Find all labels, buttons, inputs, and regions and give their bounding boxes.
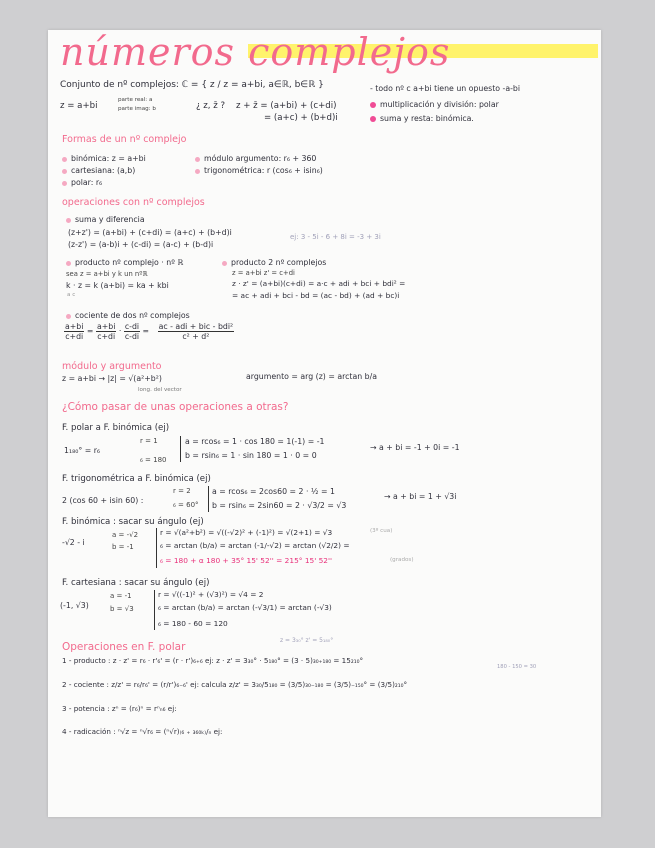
p3-r: r = √(a²+b²) = √((-√2)² + (-1)²) = √(2+1) = √3	[160, 528, 333, 537]
frac-4	[158, 322, 235, 341]
p1-result: → a + bi = -1 + 0i = -1	[370, 443, 460, 452]
prod-num-note: a c	[67, 292, 76, 298]
p1-b: b = rsin₆ = 1 · sin 180 = 1 · 0 = 0	[185, 451, 317, 460]
polar-potencia: 3 - potencia : zⁿ = (r₆)ⁿ = rⁿₙ₆ ej:	[62, 704, 177, 713]
bullet-icon	[62, 169, 67, 174]
forma-modulo-text: módulo argumento: r₆ + 360	[204, 154, 317, 163]
operaciones-heading: operaciones con nº complejos	[62, 197, 205, 208]
note-mult	[370, 100, 499, 109]
p3-r-note: (3º cua)	[370, 528, 393, 534]
frac-4-num: ac - adi + bic - bdi²	[158, 322, 234, 331]
note-mult-text: multiplicación y división: polar	[380, 100, 499, 109]
p2-r: r = 2	[173, 487, 191, 495]
brace-line	[208, 486, 209, 512]
brace-line	[180, 436, 181, 462]
suma-title-text: suma y diferencia	[75, 215, 145, 224]
note-suma-text: suma y resta: binómica.	[380, 114, 474, 123]
p4-title: F. cartesiana : sacar su ángulo (ej)	[62, 578, 210, 588]
forma-polar	[62, 178, 102, 187]
frac-2-den: c+di	[97, 332, 116, 341]
p2-result: → a + bi = 1 + √3i	[384, 492, 457, 501]
forma-binomica	[62, 154, 146, 163]
frac-1-den: c+di	[65, 332, 84, 341]
brace-line	[156, 528, 157, 568]
modulo-note: long. del vector	[138, 387, 182, 393]
polar-producto: 1 - producto : z · z' = r₆ · r'₆' = (r · r')₆₊₆ ej: z · z' = 3₃₀° · 5₁₈₀° = (3 · 5)₃₀₊₁₈₀ = 15₂₁₀°	[62, 656, 364, 665]
dot: ·	[118, 326, 122, 336]
suma-title	[66, 215, 145, 224]
p3-g: ₆ = arctan (b/a) = arctan (-1/-√2) = arctan (√2/2) =	[160, 541, 350, 550]
forma-binomica-text: binómica: z = a+bi	[71, 154, 146, 163]
p4-left: (-1, √3)	[60, 601, 89, 610]
prod-num-title	[66, 258, 184, 267]
bullet-icon	[370, 102, 376, 108]
p3-a: a = -√2	[112, 531, 139, 539]
frac-3-den: c-di	[124, 332, 140, 341]
frac-1	[64, 322, 84, 341]
page-title: números complejos	[60, 30, 451, 74]
part-imag: parte imag: b	[118, 106, 156, 112]
formas-heading: Formas de un nº complejo	[62, 134, 187, 145]
modulo-line: z = a+bi → |z| = √(a²+b²)	[62, 374, 162, 383]
z-form: z = a+bi	[60, 101, 98, 111]
bullet-icon	[195, 157, 200, 162]
conj-eq2: = (a+c) + (b+d)i	[264, 113, 338, 123]
forma-trigonometrica-text: trigonométrica: r (cos₆ + isin₆)	[204, 166, 323, 175]
polar-faint-calc: 180 - 150 = 30	[497, 664, 537, 670]
p1-g: ₆ = 180	[140, 456, 167, 464]
frac-3	[124, 322, 140, 341]
p1-title: F. polar a F. binómica (ej)	[62, 423, 170, 433]
forma-trigonometrica	[195, 166, 323, 175]
forma-cartesiana-text: cartesiana: (a,b)	[71, 166, 136, 175]
argumento: argumento = arg (z) = arctan b/a	[246, 372, 378, 381]
p3-g2: ₆ = 180 + α 180 + 35° 15' 52'' = 215° 15' 52''	[160, 556, 333, 565]
p4-a: a = -1	[110, 592, 132, 600]
p1-r: r = 1	[140, 437, 158, 445]
p2-a: a = rcos₆ = 2cos60 = 2 · ½ = 1	[212, 487, 335, 496]
p3-left: -√2 - i	[62, 538, 85, 547]
forma-modulo	[195, 154, 316, 163]
frac-3-num: c-di	[124, 322, 140, 331]
polar-radicacion: 4 - radicación : ⁿ√z = ⁿ√r₆ = (ⁿ√r)₍₆ ₊ ₃₆₀ₖ₎/ₙ ej:	[62, 727, 223, 736]
prod-cc-title-text: producto 2 nº complejos	[231, 258, 327, 267]
suma-line1: (z+z') = (a+bi) + (c+di) = (a+c) + (b+d)i	[68, 228, 232, 237]
prod-cc-line2: z · z' = (a+bi)(c+di) = a·c + adi + bci + bdi² =	[232, 279, 406, 288]
p2-g: ₆ = 60°	[173, 501, 199, 509]
bullet-icon	[66, 218, 71, 223]
cociente-formula	[64, 322, 234, 341]
p4-g: ₆ = arctan (b/a) = arctan (-√3/1) = arctan (-√3)	[158, 603, 332, 612]
frac-2	[96, 322, 116, 341]
prod-num-title-text: producto nº complejo · nº ℝ	[75, 258, 184, 267]
note-opuesto: - todo nº c a+bi tiene un opuesto -a-bi	[370, 84, 521, 93]
brace-line	[154, 590, 155, 630]
prod-cc-title	[222, 258, 326, 267]
frac-2-num: a+bi	[96, 322, 116, 331]
polar-cociente: 2 - cociente : z/z' = r₆/r₆' = (r/r')₆₋₆' ej: calcula z/z' = 3₃₀/5₁₈₀ = (3/5)₃₀₋₁₈₀ = (3/5)₋₁₅₀° = (3/5)₂₁₀°	[62, 680, 408, 689]
part-real: parte real: a	[118, 97, 153, 103]
polar-heading: Operaciones en F. polar	[62, 641, 186, 653]
p3-g-note: (grados)	[390, 557, 414, 563]
prod-cc-line1: z = a+bi z' = c+di	[232, 269, 295, 277]
bullet-icon	[222, 261, 227, 266]
cociente-title-text: cociente de dos nº complejos	[75, 311, 190, 320]
definition: Conjunto de nº complejos: ℂ = { z / z = a+bi, a∈ℝ, b∈ℝ }	[60, 80, 324, 90]
p2-left: 2 (cos 60 + isin 60) :	[62, 496, 144, 505]
forma-cartesiana	[62, 166, 135, 175]
bullet-icon	[62, 157, 67, 162]
prod-cc-line3: = ac + adi + bci - bd = (ac - bd) + (ad + bc)i	[232, 291, 400, 300]
suma-line2: (z-z') = (a-b)i + (c-di) = (a-c) + (b-d)i	[68, 240, 214, 249]
p2-title: F. trigonométrica a F. binómica (ej)	[62, 474, 211, 484]
bullet-icon	[66, 261, 71, 266]
bullet-icon	[66, 314, 71, 319]
p4-b: b = √3	[110, 605, 134, 613]
p1-left: 1₁₈₀° = r₆	[64, 446, 101, 455]
prod-num-line2: k · z = k (a+bi) = ka + kbi	[66, 281, 169, 290]
equals: =	[142, 326, 150, 336]
bullet-icon	[62, 181, 67, 186]
p4-r: r = √((-1)² + (√3)²) = √4 = 2	[158, 590, 264, 599]
conj-eq1: z + z̄ = (a+bi) + (c+di)	[236, 101, 337, 111]
polar-faint-top: z = 3₃₀° z' = 5₁₈₀°	[280, 637, 334, 644]
frac-4-den: c² + d²	[182, 332, 210, 341]
equals: =	[86, 326, 94, 336]
p1-a: a = rcos₆ = 1 · cos 180 = 1(-1) = -1	[185, 437, 325, 446]
p3-title: F. binómica : sacar su ángulo (ej)	[62, 517, 204, 527]
pasar-heading: ¿Cómo pasar de unas operaciones a otras?	[62, 401, 289, 413]
bullet-icon	[370, 116, 376, 122]
forma-polar-text: polar: r₆	[71, 178, 103, 187]
p4-g2: ₆ = 180 - 60 = 120	[158, 619, 228, 628]
modulo-heading: módulo y argumento	[62, 361, 162, 372]
bullet-icon	[195, 169, 200, 174]
suma-example: ej: 3 - 5i - 6 + 8i = -3 + 3i	[290, 233, 381, 241]
note-suma	[370, 114, 474, 123]
frac-1-num: a+bi	[65, 322, 84, 331]
p2-b: b = rsin₆ = 2sin60 = 2 · √3/2 = √3	[212, 501, 347, 510]
p3-b: b = -1	[112, 543, 134, 551]
prod-num-line1: sea z = a+bi y k un nºℝ	[66, 270, 148, 278]
cociente-title	[66, 311, 190, 320]
conj-question: ¿ z, z̄ ?	[196, 101, 226, 111]
